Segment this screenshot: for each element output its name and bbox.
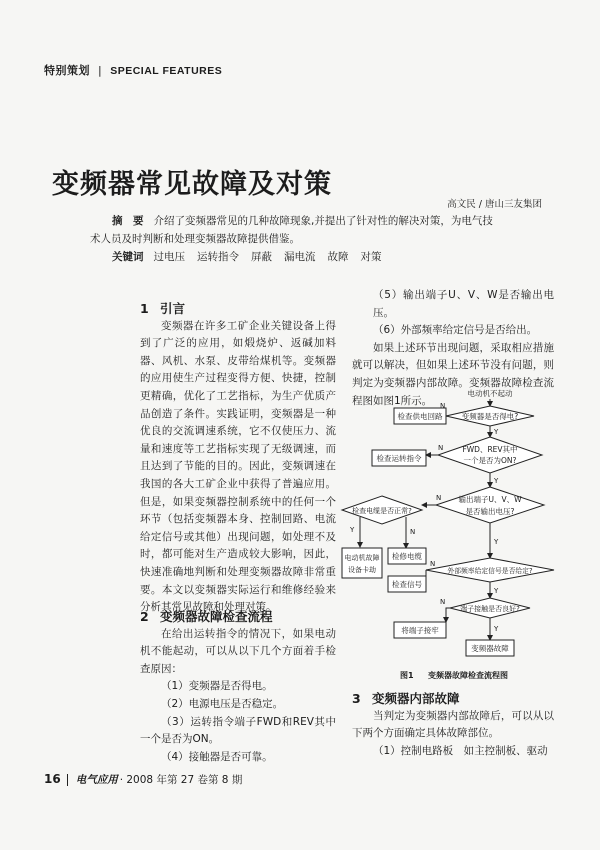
keyword: 运转指令 bbox=[197, 251, 239, 263]
action-tighten-terminal-text: 将端子接牢 bbox=[401, 626, 439, 635]
check-item: （5）输出端子U、V、W是否输出电压。 bbox=[373, 289, 554, 319]
decision-run-command bbox=[438, 437, 542, 473]
section-1 bbox=[140, 300, 336, 617]
section-number: 2 bbox=[140, 609, 149, 624]
section-heading-text: 变频器故障检查流程 bbox=[160, 609, 273, 624]
action-check-supply-text: 检查供电回路 bbox=[397, 412, 443, 421]
page-number: 16 bbox=[44, 772, 61, 786]
label-no: N bbox=[440, 402, 446, 410]
label-no: N bbox=[436, 494, 442, 502]
decision-freq-signal-text: 外部频率给定信号是否给定? bbox=[447, 567, 533, 575]
label-yes: Y bbox=[350, 526, 355, 534]
section-3 bbox=[352, 690, 554, 760]
keyword: 屏蔽 bbox=[251, 251, 272, 263]
action-check-signal-text: 检查信号 bbox=[392, 580, 422, 589]
section-heading-text: 变频器内部故障 bbox=[372, 691, 460, 706]
abstract-block bbox=[90, 212, 542, 266]
flow-arrow bbox=[446, 608, 450, 622]
check-item: （1）控制电路板 如主控制板、驱动 bbox=[373, 744, 548, 757]
fault-flowchart bbox=[340, 384, 562, 686]
check-item: （2）电源电压是否稳定。 bbox=[161, 697, 284, 710]
author-line: 高文民 / 唐山三友集团 bbox=[447, 199, 542, 210]
label-no: N bbox=[410, 528, 416, 536]
label-yes: Y bbox=[494, 587, 499, 595]
keywords-label: 关键词 bbox=[112, 251, 144, 263]
abstract-line-1 bbox=[90, 212, 542, 230]
issue-info: · 2008 年第 27 卷第 8 期 bbox=[119, 774, 243, 786]
check-item: （3）运转指令端子FWD和REV其中一个是否为ON。 bbox=[140, 715, 336, 746]
section-label-en: SPECIAL FEATURES bbox=[110, 65, 223, 77]
decision-run-command-text-2: 一个是否为ON? bbox=[463, 456, 517, 465]
section-heading-text: 引言 bbox=[160, 301, 186, 316]
section-label-cn: 特别策划 bbox=[44, 64, 90, 77]
action-motor-fault-text-2: 设备卡劫 bbox=[348, 566, 376, 574]
keyword: 漏电流 bbox=[284, 251, 316, 263]
action-repair-cable-text: 检修电缆 bbox=[392, 552, 422, 561]
keyword: 故障 bbox=[327, 251, 349, 263]
label-no: N bbox=[430, 560, 436, 568]
figure-caption: 变频器故障检查流程图 bbox=[428, 671, 508, 680]
decision-cable-text: 检查电缆是否正常? bbox=[352, 507, 412, 515]
abstract-text: 介绍了变频器常见的几种故障现象,并提出了针对性的解决对策，为电气技 bbox=[153, 215, 493, 227]
decision-output-voltage-text-1: 输出端子U、V、W bbox=[458, 495, 522, 504]
check-item: （1）变频器是否得电。 bbox=[161, 680, 273, 693]
decision-terminal-text: 端子接触是否良好? bbox=[460, 605, 520, 613]
check-item: （6）外部频率给定信号是否给出。 bbox=[373, 324, 538, 337]
section-number: 1 bbox=[140, 301, 149, 316]
right-paragraph: 如果上述环节出现问题，采取相应措施就可以解决，但如果上述环节没有问题，则判定为变频器内部故障。变频器故障检查流程图如图1所示。 bbox=[352, 341, 554, 407]
section-3-heading bbox=[352, 690, 554, 708]
section-1-paragraph: 变频器在许多工矿企业关键设备上得到了广泛的应用，如煅烧炉、返碱加料器、风机、水泵、皮带给煤机等。变频器的应用使生产过程变得方便、快捷，控制更精确，优化了工艺指标，为生产优质产品创造了条件。实践证明，变频器是一种优良的交流调速系统，它不仅使压力、流量和速度等工艺指标实现了无级调速，而且达到了节能的目的。因此，变频调速在我国的各大工矿企业中获得了普遍应用。但是，如果变频器控制系统中的任何一个环节（包括变频器本身、控制回路、电流给定信号或其他）出现问题，如处理不及时，都可能对生产造成较大影响，因此，快速准确地判断和处理变频器故障非常重要。本文以变频器实际运行和维修经验来分析其常见故障和处理对策。 bbox=[140, 319, 336, 614]
keyword: 对策 bbox=[360, 251, 382, 263]
running-header bbox=[44, 62, 222, 78]
keywords-line bbox=[90, 248, 542, 266]
section-1-heading bbox=[140, 300, 336, 318]
section-2-paragraph: 在给出运转指令的情况下，如果电动机不能起动，可以从以下几个方面着手检查原因： bbox=[140, 627, 336, 675]
abstract-line-2: 术人员及时判断和处理变频器故障提供借鉴。 bbox=[90, 233, 300, 245]
section-number: 3 bbox=[352, 691, 361, 706]
section-2 bbox=[140, 608, 336, 766]
action-check-run-command-text: 检查运转指令 bbox=[376, 454, 422, 463]
label-yes: Y bbox=[494, 625, 499, 633]
action-motor-fault-text-1: 电动机故障 bbox=[344, 554, 380, 562]
label-no: N bbox=[438, 444, 444, 452]
section-3-paragraph: 当判定为变频器内部故障后，可以从以下两个方面确定具体故障部位。 bbox=[352, 709, 554, 740]
keyword: 过电压 bbox=[153, 251, 185, 263]
label-yes: Y bbox=[494, 477, 499, 485]
label-yes: Y bbox=[494, 538, 499, 546]
article-title: 变频器常见故障及对策 bbox=[52, 169, 332, 200]
flow-start: 电动机不起动 bbox=[467, 389, 513, 398]
footer-divider bbox=[67, 774, 68, 786]
figure-number: 图1 bbox=[400, 671, 414, 680]
check-item: （4）接触器是否可靠。 bbox=[161, 750, 273, 763]
decision-power-text: 变频器是否得电? bbox=[461, 412, 519, 421]
section-2-heading bbox=[140, 608, 336, 626]
page-footer bbox=[44, 772, 242, 787]
end-inverter-fault-text: 变频器故障 bbox=[471, 644, 509, 653]
magazine-name: 电气应用 bbox=[75, 774, 118, 786]
header-divider: | bbox=[98, 64, 103, 77]
decision-run-command-text-1: FWD、REV其中 bbox=[462, 445, 518, 454]
label-yes: Y bbox=[494, 428, 499, 436]
label-no: N bbox=[440, 598, 446, 606]
decision-output-voltage bbox=[436, 487, 544, 523]
decision-output-voltage-text-2: 是否输出电压? bbox=[465, 507, 515, 516]
abstract-label: 摘 要 bbox=[112, 215, 144, 227]
